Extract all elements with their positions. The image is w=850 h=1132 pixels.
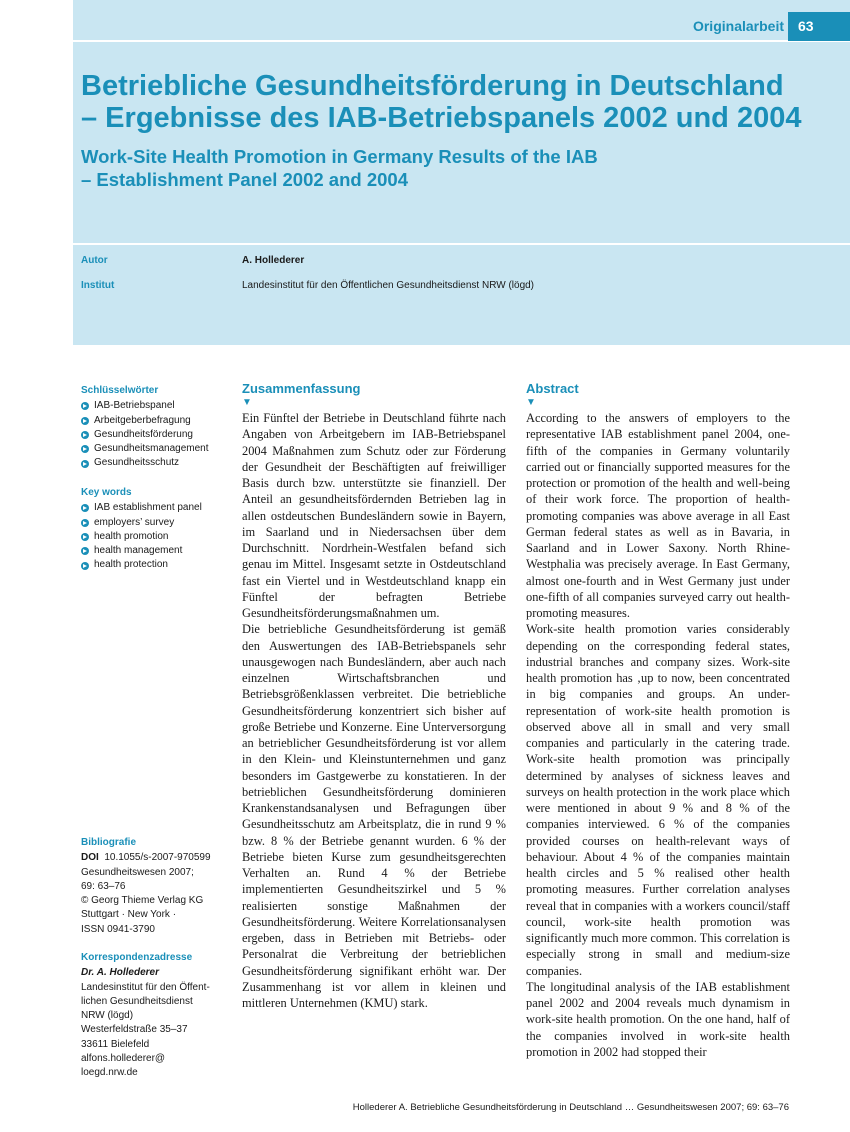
correspondence	[81, 951, 231, 1081]
bullet-icon	[81, 417, 89, 425]
biblio-line: © Georg Thieme Verlag KG	[81, 895, 204, 907]
zusammenfassung-heading: Zusammenfassung	[242, 381, 361, 396]
keyword-item: employers’ survey	[81, 516, 231, 530]
bullet-icon	[81, 562, 89, 570]
zusammenfassung-section	[242, 381, 506, 1011]
paragraph: Die betriebliche Gesundheitsförderung ist gemäß den Auswertungen des IAB-Betriebspanels sehr unausgewogen nach Bundesländern, aber auch nach einzelnen Wirtschaftsbranchen und Betriebsgrößenklassen verbreitet. Die betriebliche Gesundheitsförderung konzentriert sich bisher auf große Betriebe und Konzerne. Eine Unterversorgung an betrieblicher Gesundheitsförderung ist vor allem in den Klein- und Kleinstunternehmen und ganz besonders im Gastgewerbe zu konstatieren. In der betrieblichen Gesundheitsförderung dominieren Krankenstandsanalysen und Befragungen über Gesundheitsschutz am Arbeitsplatz, die in rund 9 % bzw. 8 % der Betriebe genannt wurden. 6 % der Betriebe bieten Kurse zum gesundheitsgerechten Verhalten an. Rund 4 % der Betriebe implementierten Gesundheitszirkel und 5 % realisierten sonstige Maßnahmen der Gesundheitsförderung. Weitere Korrelationsanalysen ergeben, dass in Betrieben mit Betriebs- oder Personalrat die Verbreitung der betrieblichen Gesundheitsförderung signifikant erhöht war. Der Zusammenhang ist vor allem in kleinen und mittleren Unternehmen (KMU) stark.	[242, 622, 506, 1010]
paragraph: According to the answers of employers to the representative IAB establishment panel 2004, one-fifth of the companies in Germany voluntarily carried out or financially supported measures for the protection or promotion of the health and well-being of their work force. The proportion of health-promoting companies was above average in all East German federal states as well as in Bavaria, in Saarland and in Lower Saxony. North Rhine-Westphalia was precisely average. In East Germany, almost one-fourth and in West Germany just under one-fifth of all companies surveyed carry out health-promoting measures.	[526, 411, 790, 620]
email-line[interactable]: alfons.hollederer@	[81, 1053, 166, 1065]
biblio-line: Gesundheitswesen 2007;	[81, 866, 194, 878]
address-line: 33611 Bielefeld	[81, 1038, 150, 1050]
title-german-line1: Betriebliche Gesundheitsförderung in Deutschland	[81, 70, 784, 102]
address-line: Westerfeldstraße 35–37	[81, 1024, 188, 1036]
header-divider-top	[73, 40, 850, 42]
bullet-icon	[81, 547, 89, 555]
keywords-english	[81, 486, 231, 573]
page-number: 63	[788, 12, 850, 41]
bullet-icon	[81, 504, 89, 512]
title-english	[81, 145, 821, 191]
institute-label: Institut	[81, 280, 115, 291]
paragraph: The longitudinal analysis of the IAB establishment panel 2002 and 2004 reveals much dynamism in work-site health promotion. On the one hand, half of the companies involved in work-site health promotion in 2002 had stopped their	[526, 979, 790, 1059]
abstract-heading: Abstract	[526, 381, 579, 396]
keyword-item: health protection	[81, 558, 231, 572]
author-name: A. Hollederer	[242, 255, 305, 266]
author-label: Autor	[81, 255, 108, 266]
address-line: Landesinstitut für den Öffent-	[81, 981, 210, 993]
correspondence-name: Dr. A. Hollederer	[81, 967, 159, 979]
title-german	[81, 70, 821, 134]
keyword-item: IAB establishment panel	[81, 501, 231, 515]
keyword-item: health management	[81, 544, 231, 558]
bibliography-title: Bibliografie	[81, 837, 137, 848]
address-line: lichen Gesundheitsdienst	[81, 995, 193, 1007]
bullet-icon	[81, 431, 89, 439]
bullet-icon	[81, 533, 89, 541]
doi-line	[81, 851, 231, 865]
paragraph: Work-site health promotion varies considerably depending on the corresponding federal states, industrial branches and company sizes. Work-site health promotion has ‚up to now, been concentrated in big companies and groups. An under-representation of work-site health promotion is observed above all in small and very small companies and particularly in the catering trade. Work-site health promotion was principally determined by analyses of sickness leaves and surveys on health protection in the work place which were mentioned in about 9 % and 8 % of the companies interviewed. 6 % of the companies provided courses on health-relevant ways of behaviour. About 4 % of the companies maintain health circles and 5 % realised other health promoting measures. Further correlation analyses reveal that in companies with a workers council/staff council, work-site health promotion was significantly much more common. This correlation is especially strong in small and medium-size companies.	[526, 622, 790, 978]
keyword-item: health promotion	[81, 530, 231, 544]
keyword-item: Gesundheitsschutz	[81, 456, 231, 470]
abstract-body	[526, 410, 790, 1060]
biblio-line: Stuttgart · New York ·	[81, 909, 177, 921]
bullet-icon	[81, 519, 89, 527]
keyword-item: Gesundheitsförderung	[81, 428, 231, 442]
doi-label: DOI	[81, 852, 99, 864]
zusammenfassung-body	[242, 410, 506, 1011]
bullet-icon	[81, 460, 89, 468]
keyword-item: Arbeitgeberbefragung	[81, 414, 231, 428]
keywords-german	[81, 384, 231, 471]
institute-name: Landesinstitut für den Öffentlichen Gesundheitsdienst NRW (lögd)	[242, 280, 535, 291]
keyword-item: Gesundheitsmanagement	[81, 442, 231, 456]
bibliography	[81, 836, 231, 937]
header-divider-meta	[73, 243, 850, 245]
abstract-section	[526, 381, 790, 1060]
paragraph: Ein Fünftel der Betriebe in Deutschland führte nach Angaben von Arbeitgebern im IAB-Betriebspanel 2004 Maßnahmen zum Schutz oder zur Förderung der Gesundheit der Beschäftigten auf freiwilliger Basis durch bzw. unterstützte sie finanziell. Der Anteil an gesundheitsfördernden Betrieben lag in allen ostdeutschen Bundesländern sowie in Bayern, im Saarland und in Niedersachsen über dem Durchschnitt. Nordrhein-Westfalen befand sich genau im Mittel. Insgesamt setzte in Ostdeutschland fast ein Viertel und in Westdeutschland knapp ein Fünftel der befragten Betriebe Gesundheitsförderungsmaßnahmen um.	[242, 411, 506, 620]
triangle-down-icon: ▼	[242, 397, 252, 408]
biblio-line: 69: 63–76	[81, 880, 126, 892]
email-line[interactable]: loegd.nrw.de	[81, 1067, 138, 1079]
section-label: Originalarbeit	[692, 18, 784, 34]
address-line: NRW (lögd)	[81, 1010, 134, 1022]
title-english-line1: Work-Site Health Promotion in Germany Results of the IAB	[81, 146, 598, 167]
title-english-line2: – Establishment Panel 2002 and 2004	[81, 169, 408, 190]
footer-citation: Hollederer A. Betriebliche Gesundheitsförderung in Deutschland … Gesundheitswesen 2007; 69: 63–76	[352, 1102, 789, 1113]
title-german-line2: – Ergebnisse des IAB-Betriebspanels 2002 und 2004	[81, 102, 802, 134]
correspondence-title: Korrespondenzadresse	[81, 952, 193, 963]
keywords-german-title: Schlüsselwörter	[81, 385, 159, 396]
doi-link[interactable]: 10.1055/s-2007-970599	[104, 852, 211, 864]
triangle-down-icon: ▼	[526, 397, 536, 408]
keyword-item: IAB-Betriebspanel	[81, 399, 231, 413]
bullet-icon	[81, 445, 89, 453]
keywords-english-title: Key words	[81, 487, 132, 498]
biblio-line: ISSN 0941-3790	[81, 923, 155, 935]
bullet-icon	[81, 402, 89, 410]
